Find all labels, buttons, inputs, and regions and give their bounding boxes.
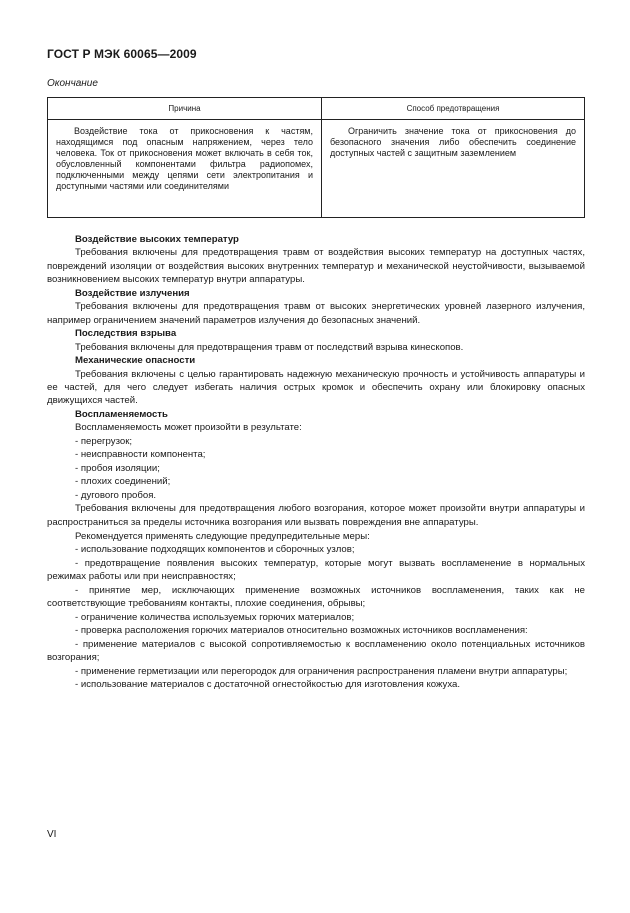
section-title-radiation: Воздействие излучения <box>75 287 190 299</box>
flammability-recommendation: Рекомендуется применять следующие предупредительные меры: <box>75 530 370 542</box>
section-text-radiation: Требования включены для предотвращения травм от высоких энергетических уровней лазерного излучения, например ограничением значений параметров излучения до безопасных значений. <box>47 301 585 326</box>
column-header-cause: Причина <box>48 98 322 120</box>
list-item: - перегрузок; <box>75 435 133 447</box>
standard-header: ГОСТ Р МЭК 60065—2009 <box>47 47 197 61</box>
list-item: - плохих соединений; <box>75 476 171 488</box>
list-item: - ограничение количества используемых горючих материалов; <box>75 611 355 623</box>
section-text-high-temperatures: Требования включены для предотвращения травм от воздействия высоких температур на доступных частях, повреждений изоляции от воздействия высоких внутренних температур и механической неустойчивости, вызываемой возникновением высоких температур внутри аппаратуры. <box>47 247 585 286</box>
list-item: - применение материалов с высокой сопротивляемостью к воспламенению около потенциальных источников возгорания; <box>47 638 585 664</box>
cause-prevention-table <box>47 97 585 218</box>
cause-text: Воздействие тока от прикосновения к частям, находящимся под опасным напряжением, через тело человека. Ток от прикосновения может включать в себя ток, обусловленный компонентами фильтра радиопомех, подключенными между цепями сети электропитания и доступными частями или соединителями <box>56 126 313 191</box>
list-item: - применение герметизации или перегородок для ограничения распространения пламени внутри аппаратуры; <box>75 665 568 677</box>
table-cell-prevention <box>322 120 585 218</box>
section-text-explosion: Требования включены для предотвращения травм от последствий взрыва кинескопов. <box>75 341 464 353</box>
section-title-explosion: Последствия взрыва <box>75 328 177 340</box>
prevention-text: Ограничить значение тока от прикосновения до безопасного значения либо обеспечить соединение доступных частей с защитным заземлением <box>330 126 576 158</box>
document-body <box>47 233 585 691</box>
table-header-row <box>48 98 585 120</box>
list-item: - неисправности компонента; <box>75 449 206 461</box>
list-item: - проверка расположения горючих материалов относительно возможных источников воспламенения: <box>75 625 528 637</box>
list-item: - использование подходящих компонентов и сборочных узлов; <box>75 544 355 556</box>
page-number: VI <box>47 829 57 840</box>
column-header-prevention: Способ предотвращения <box>322 98 585 120</box>
section-title-mechanical: Механические опасности <box>75 355 196 367</box>
list-item: - принятие мер, исключающих применение возможных источников воспламенения, таких как не соответствующие требованиям контакты, плохие соединения, обрывы; <box>47 584 585 610</box>
flammability-requirements: Требования включены для предотвращения любого возгорания, которое может произойти внутри аппаратуры и распространиться за пределы источника возгорания или вызвать повреждения вне аппаратуры. <box>47 503 585 528</box>
list-item: - пробоя изоляции; <box>75 462 160 474</box>
list-item: - дугового пробоя. <box>75 489 157 501</box>
list-item: - предотвращение появления высоких температур, которые могут вызвать воспламенение в нормальных режимах работы или при неисправностях; <box>47 557 585 583</box>
table-continuation-label: Окончание <box>47 78 98 89</box>
section-text-mechanical: Требования включены с целью гарантировать надежную механическую прочность и устойчивость аппаратуры и ее частей, для чего следует избегать наличия острых кромок и обеспечить охрану или блокировку опасных движущихся частей. <box>47 368 585 407</box>
table-cell-cause <box>48 120 322 218</box>
section-title-flammability: Воспламеняемость <box>75 408 168 420</box>
section-title-high-temperatures: Воздействие высоких температур <box>75 234 239 245</box>
list-item: - использование материалов с достаточной огнестойкостью для изготовления кожуха. <box>75 678 461 690</box>
table-row <box>48 120 585 218</box>
flammability-intro: Воспламеняемость может произойти в результате: <box>75 422 302 434</box>
